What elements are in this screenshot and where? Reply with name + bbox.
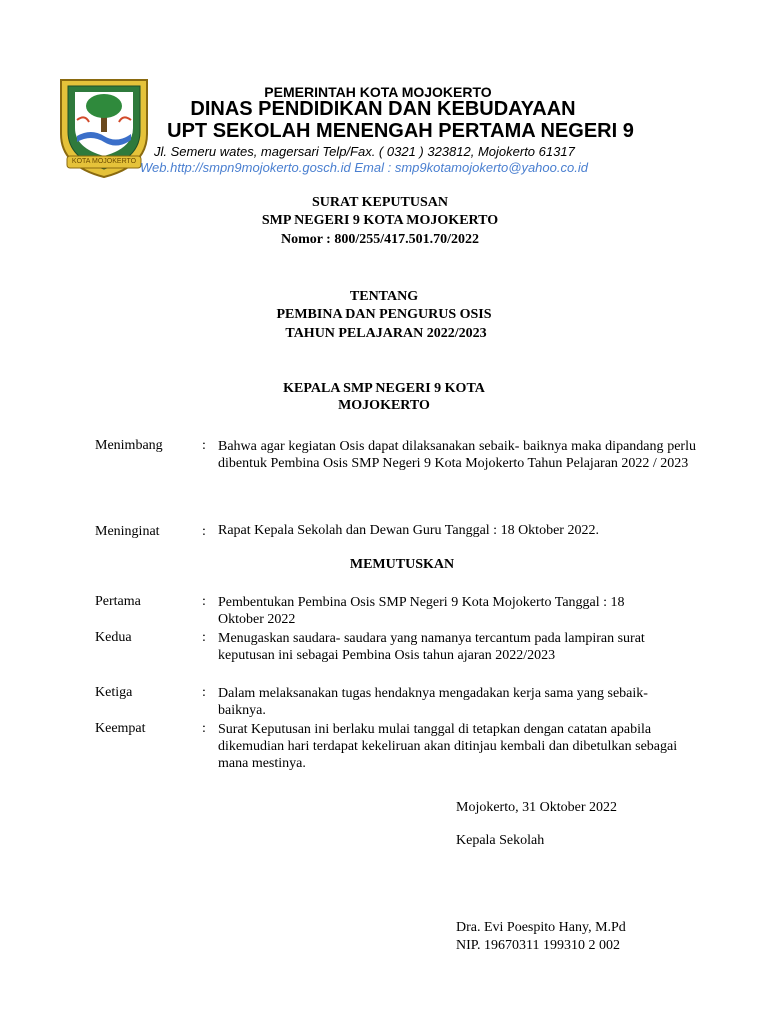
decision-colon-third: :	[202, 685, 206, 700]
decision-label-second: Kedua	[95, 630, 132, 645]
letterhead-school: UPT SEKOLAH MENENGAH PERTAMA NEGERI 9	[167, 120, 634, 142]
doc-number: Nomor : 800/255/417.501.70/2022	[280, 232, 480, 247]
signature-place-date: Mojokerto, 31 Oktober 2022	[456, 800, 617, 815]
issuer-line2: MOJOKERTO	[338, 398, 430, 413]
subject-year: TAHUN PELAJARAN 2022/2023	[285, 326, 487, 341]
mengingat-text: Rapat Kepala Sekolah dan Dewan Guru Tanggal : 18 Oktober 2022.	[218, 523, 599, 538]
mengingat-colon: :	[202, 524, 206, 539]
decision-label-first: Pertama	[95, 594, 141, 609]
letterhead-government: PEMERINTAH KOTA MOJOKERTO	[264, 84, 492, 100]
decision-text-first: Pembentukan Pembina Osis SMP Negeri 9 Kota Mojokerto Tanggal : 18 Oktober 2022	[218, 595, 625, 627]
decision-colon-fourth: :	[202, 721, 206, 736]
decision-colon-first: :	[202, 594, 206, 609]
menimbang-text: Bahwa agar kegiatan Osis dapat dilaksanakan sebaik- baiknya maka dipandang perlu dibentuk Pembina Osis SMP Negeri 9 Kota Mojokerto Tahun Pelajaran 2022 / 2023	[218, 439, 696, 471]
signature-name: Dra. Evi Poespito Hany, M.Pd	[456, 920, 626, 935]
menimbang-label: Menimbang	[95, 438, 163, 453]
letterhead-address: Jl. Semeru wates, magersari Telp/Fax. ( 0321 ) 323812, Mojokerto 61317	[154, 144, 575, 159]
doc-school: SMP NEGERI 9 KOTA MOJOKERTO	[261, 213, 499, 228]
decision-text-third: Dalam melaksanakan tugas hendaknya mengadakan kerja sama yang sebaik- baiknya.	[218, 686, 648, 718]
issuer-line1: KEPALA SMP NEGERI 9 KOTA	[283, 381, 485, 396]
doc-title: SURAT KEPUTUSAN	[311, 195, 448, 210]
decision-text-second: Menugaskan saudara- saudara yang namanya tercantum pada lampiran surat keputusan ini sebagai Pembina Osis tahun ajaran 2022/2023	[218, 631, 645, 663]
decision-heading: MEMUTUSKAN	[349, 557, 455, 572]
menimbang-colon: :	[202, 438, 206, 453]
mengingat-label: Meninginat	[95, 524, 160, 539]
letterhead-web-email: Web.http://smpn9mojokerto.gosch.id Emal : smp9kotamojokerto@yahoo.co.id	[140, 160, 588, 175]
subject-title: PEMBINA DAN PENGURUS OSIS	[276, 307, 492, 322]
signature-nip: NIP. 19670311 199310 2 002	[456, 938, 620, 953]
seal-text: KOTA MOJOKERTO	[71, 158, 137, 165]
decision-label-fourth: Keempat	[95, 721, 146, 736]
decision-text-fourth: Surat Keputusan ini berlaku mulai tanggal di tetapkan dengan catatan apabila dikemudian hari terdapat kekeliruan akan ditinjau kembali dan dibetulkan sebagai mana mestinya.	[218, 722, 678, 771]
decision-colon-second: :	[202, 630, 206, 645]
letterhead-agency: DINAS PENDIDIKAN DAN KEBUDAYAAN	[190, 98, 576, 120]
signature-position: Kepala Sekolah	[456, 833, 545, 848]
decision-label-third: Ketiga	[95, 685, 133, 700]
subject-about: TENTANG	[349, 289, 419, 304]
